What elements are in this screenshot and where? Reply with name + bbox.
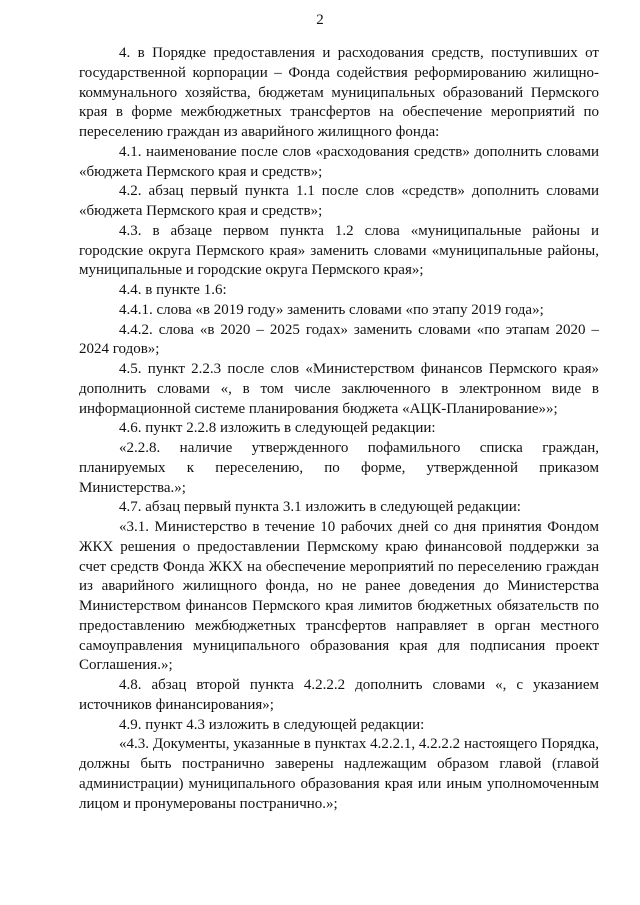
paragraph: 4.8. абзац второй пункта 4.2.2.2 дополнить словами «, с указанием источников финансирования»; — [79, 677, 599, 713]
paragraph: 4.1. наименование после слов «расходования средств» дополнить словами «бюджета Пермского края и средств»; — [79, 143, 599, 180]
paragraph: 4.2. абзац первый пункта 1.1 после слов «средств» дополнить словами «бюджета Пермского края и средств»; — [79, 183, 599, 219]
paragraph: 4.6. пункт 2.2.8 изложить в следующей редакции: — [119, 420, 436, 437]
paragraph: 4.5. пункт 2.2.3 после слов «Министерством финансов Пермского края» дополнить словами «, в том числе заключенного в электронном виде в информационной системе планирования бюджета «АЦК-Планирование»»; — [79, 361, 599, 417]
paragraph: «3.1. Министерство в течение 10 рабочих дней со дня принятия Фондом ЖКХ решения о предоставлении Пермскому краю финансовой поддержки за счет средств Фонда ЖКХ на обеспечение мероприятий по переселению граждан из аварийного жилищного фонда, но не ранее доведения до Министерства Министерством финансов Пермского края лимитов бюджетных обязательств по предоставлению межбюджетных трансфертов направляет в орган местного самоуправления муниципального образования края для подписания проект Соглашения.»; — [79, 519, 599, 674]
paragraph: 4.3. в абзаце первом пункта 1.2 слова «муниципальные районы и городские округа Пермского края» заменить словами «муниципальные районы, муниципальные и городские округа Пермского края»; — [79, 222, 599, 279]
paragraph: 4. в Порядке предоставления и расходования средств, поступивших от государственной корпорации – Фонда содействия реформированию жилищно-коммунального хозяйства, бюджетам муниципальных образований Пермского края в форме межбюджетных трансфертов на обеспечение мероприятий по переселению граждан из аварийного жилищного фонда: — [79, 45, 599, 140]
paragraph: 4.4.1. слова «в 2019 году» заменить словами «по этапу 2019 года»; — [119, 301, 544, 318]
paragraph: 4.4.2. слова «в 2020 – 2025 годах» заменить словами «по этапам 2020 – 2024 годов»; — [79, 321, 599, 358]
page-number: 2 — [316, 12, 324, 28]
paragraph: 4.7. абзац первый пункта 3.1 изложить в следующей редакции: — [119, 499, 521, 516]
paragraph: 4.9. пункт 4.3 изложить в следующей редакции: — [119, 716, 425, 733]
paragraph: «2.2.8. наличие утвержденного пофамильного списка граждан, планируемых к переселению, по форме, утвержденной приказом Министерства.»; — [79, 440, 599, 496]
paragraph: «4.3. Документы, указанные в пунктах 4.2.2.1, 4.2.2.2 настоящего Порядка, должны быть постранично заверены надлежащим образом главой (главой администрации) муниципального образования края или иным уполномоченным лицом и пронумерованы постранично.»; — [79, 736, 599, 812]
document-body — [79, 44, 599, 814]
paragraph: 4.4. в пункте 1.6: — [119, 282, 227, 298]
